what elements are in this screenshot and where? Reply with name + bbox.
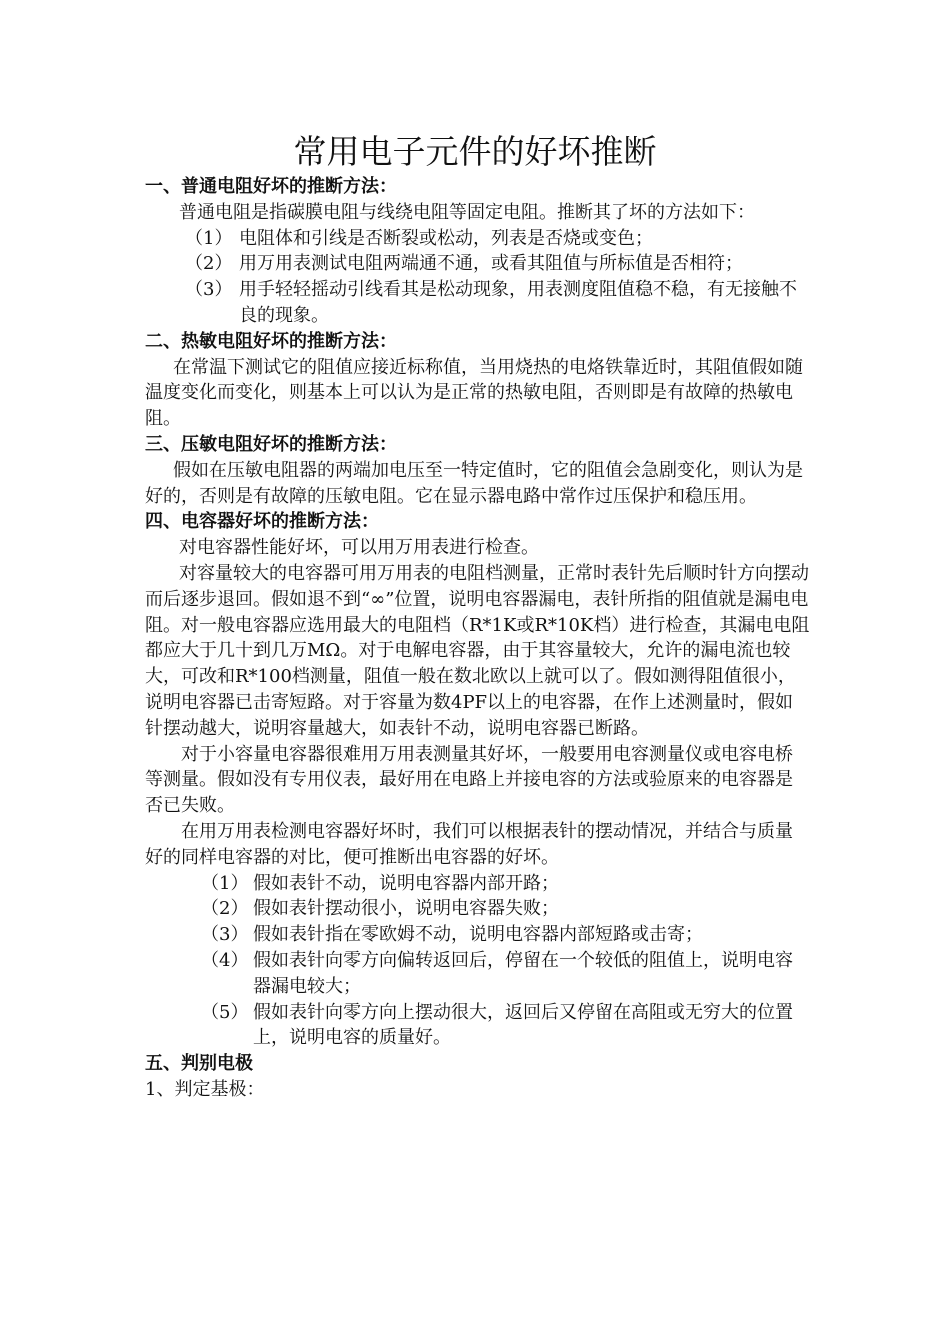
section-1-list xyxy=(145,226,810,329)
list-item-text: 假如表针指在零欧姆不动，说明电容器内部短路或击寄； xyxy=(253,924,703,946)
section-1-intro: 普通电阻是指碳膜电阻与线绕电阻等固定电阻。推断其了坏的方法如下： xyxy=(179,201,755,223)
list-item-text: 用手轻轻摇动引线看其是松动现象，用表测度阻值稳不稳，有无接触不良的现象。 xyxy=(239,279,797,326)
list-item-number: （2） xyxy=(185,253,233,275)
list-item-text: 用万用表测试电阻两端通不通，或看其阻值与所标值是否相符； xyxy=(239,253,743,275)
list-item xyxy=(145,948,810,1000)
list-item-number: （1） xyxy=(185,227,233,249)
list-item xyxy=(145,226,810,252)
list-item xyxy=(145,251,810,277)
list-item-number: （3） xyxy=(185,279,233,301)
list-item-number: （2） xyxy=(201,898,249,920)
section-heading-5: 五、判别电极 xyxy=(145,1053,253,1075)
list-item-text: 假如表针向零方向偏转返回后，停留在一个较低的阻值上，说明电容器漏电较大； xyxy=(253,949,793,997)
list-item xyxy=(145,277,810,329)
list-item xyxy=(145,871,810,897)
section-4-paragraph-2: 对容量较大的电容器可用万用表的电阻档测量，正常时表针先后顺时针方向摆动而后逐步退回。假如退不到“∞”位置，说明电容器漏电，表针所指的阻值就是漏电电阻。对一般电容器应选用最大的电阻档（R*1K或R*10K档）进行检查，其漏电电阻都应大于几十到几万MΩ。对于电解电容器，由于其容量较大，允许的漏电流也较大，可改和R*100档测量，阻值一般在数北欧以上就可以了。假如测得阻值很小，说明电容器已击寄短路。对于容量为数4PF以上的电容器，在作上述测量时，假如针摆动越大，说明容量越大，如表针不动，说明电容器已断路。 xyxy=(145,562,810,739)
section-2-text: 在常温下测试它的阻值应接近标称值，当用烧热的电烙铁靠近时，其阻值假如随温度变化而变化，则基本上可以认为是正常的热敏电阻，否则即是有故障的热敏电阻。 xyxy=(145,356,803,430)
list-item-number: （5） xyxy=(201,1001,249,1023)
section-heading-4: 四、电容器好坏的推断方法： xyxy=(145,511,379,533)
section-4-list xyxy=(145,871,810,1052)
section-heading-1: 一、普通电阻好坏的推断方法： xyxy=(145,176,397,197)
list-item xyxy=(145,922,810,948)
section-4-paragraph-3: 对于小容量电容器很难用万用表测量其好坏，一般要用电容测量仪或电容电桥等测量。假如没有专用仪表，最好用在电路上并接电容的方法或验原来的电容器是否已失败。 xyxy=(145,743,793,817)
list-item-text: 电阻体和引线是否断裂或松动，列表是否烧或变色； xyxy=(239,227,653,249)
list-item xyxy=(145,896,810,922)
page-title: 常用电子元件的好坏推断 xyxy=(293,132,657,171)
list-item-text: 假如表针向零方向上摆动很大，返回后又停留在高阻或无穷大的位置上，说明电容的质量好。 xyxy=(253,1001,793,1049)
list-item-number: （1） xyxy=(201,872,249,894)
list-item-text: 假如表针不动，说明电容器内部开路； xyxy=(253,872,559,894)
section-heading-2: 二、热敏电阻好坏的推断方法： xyxy=(145,330,397,352)
list-item-number: （3） xyxy=(201,924,249,946)
list-item-number: （4） xyxy=(201,949,249,971)
section-5-subheading: 1、判定基极： xyxy=(145,1078,265,1100)
section-heading-3: 三、压敏电阻好坏的推断方法： xyxy=(145,433,397,455)
section-3-text: 假如在压敏电阻器的两端加电压至一特定值时，它的阻值会急剧变化，则认为是好的，否则是有故障的压敏电阻。它在显示器电路中常作过压保护和稳压用。 xyxy=(145,459,803,507)
section-4-paragraph-1: 对电容器性能好坏，可以用万用表进行检查。 xyxy=(179,537,539,559)
list-item-text: 假如表针摆动很小，说明电容器失败； xyxy=(253,898,559,920)
document-body xyxy=(145,174,810,1103)
list-item xyxy=(145,1000,810,1052)
section-4-paragraph-4: 在用万用表检测电容器好坏时，我们可以根据表针的摆动情况，并结合与质量好的同样电容器的对比，便可推断出电容器的好坏。 xyxy=(145,820,793,868)
